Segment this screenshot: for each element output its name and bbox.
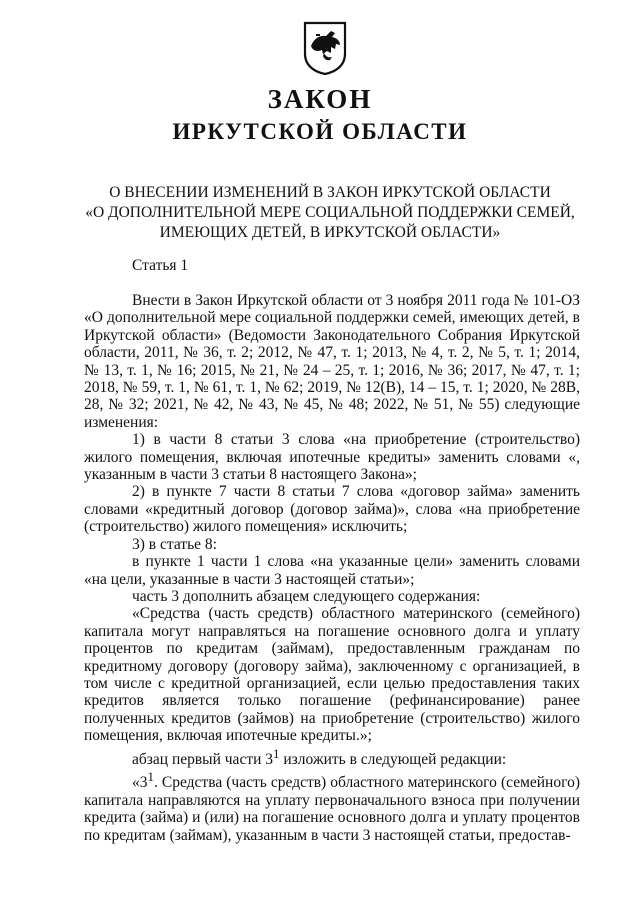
paragraph-text: абзац первый части 3 [132,750,274,768]
paragraph-text: «3 [132,774,148,792]
superscript: 1 [273,745,280,761]
region-title: ИРКУТСКОЙ ОБЛАСТИ [172,119,468,144]
article-body [84,292,580,844]
article-heading: Статья 1 [132,257,189,274]
law-title: ЗАКОН [267,84,373,114]
subject-line: «О ДОПОЛНИТЕЛЬНОЙ МЕРЕ СОЦИАЛЬНОЙ ПОДДЕРЖКИ СЕМЕЙ, [85,204,575,221]
paragraph [84,768,580,844]
superscript: 1 [147,769,154,785]
subject-line: ИМЕЮЩИХ ДЕТЕЙ, В ИРКУТСКОЙ ОБЛАСТИ» [159,224,501,241]
law-subject [60,183,600,243]
paragraph: 3) в статье 8: [132,535,217,553]
paragraph-text: . Средства (часть средств) областного материнского (семейного) капитала направляются на уплату первоначального взноса при получении кредита (займа) и (или) на погашение основного долга и уплату процентов по кредитам (займам), указанным в части 3 настоящей статьи, предостав- [84,774,580,844]
paragraph-text: изложить в следующей редакции: [279,750,507,768]
paragraph: «Средства (часть средств) областного материнского (семейного) капитала могут направляться на погашение основного долга и уплату процентов по кредитам (займам), предоставленным гражданам по кредитному договору (договору займа), заключенному с организацией, в том числе с кредитной организацией, если целью предоставления таких кредитов является только погашение (рефинансирование) ранее полученных кредитов (займов) на приобретение (строительство) жилого помещения, включая ипотечные кредиты.»; [84,605,580,745]
paragraph: Внести в Закон Иркутской области от 3 ноября 2011 года № 101-ОЗ «О дополнительной мере социальной поддержки семей, имеющих детей, в Иркутской области» (Ведомости Законодательного Собрания Иркутской области, 2011, № 36, т. 2; 2012, № 47, т. 1; 2013, № 4, т. 2, № 5, т. 1; 2014, № 13, т. 1, № 16; 2015, № 21, № 24 – 25, т. 1; 2016, № 36; 2017, № 47, т. 1; 2018, № 59, т. 1, № 61, т. 1, № 62; 2019, № 12(В), 14 – 15, т. 1; 2020, № 28В, 28, № 32; 2021, № 42, № 43, № 45, № 48; 2022, № 51, № 55) следующие изменения: [84,292,580,431]
paragraph: 1) в части 8 статьи 3 слова «на приобретение (строительство) жилого помещения, включая ипотечные кредиты» заменить словами «, указанным в части 3 статьи 8 настоящего Закона»; [84,431,580,484]
paragraph: в пункте 1 части 1 слова «на указанные цели» заменить словами «на цели, указанные в части 3 настоящей статьи»; [84,553,580,588]
coat-of-arms-icon [302,20,348,76]
paragraph: часть 3 дополнить абзацем следующего содержания: [132,587,481,605]
paragraph [84,745,580,769]
subject-line: О ВНЕСЕНИИ ИЗМЕНЕНИЙ В ЗАКОН ИРКУТСКОЙ ОБЛАСТИ [109,184,551,201]
paragraph: 2) в пункте 7 части 8 статьи 7 слова «договор займа» заменить словами «кредитный договор (договор займа)», слова «на приобретение (строительство) жилого помещения» исключить; [84,483,580,536]
